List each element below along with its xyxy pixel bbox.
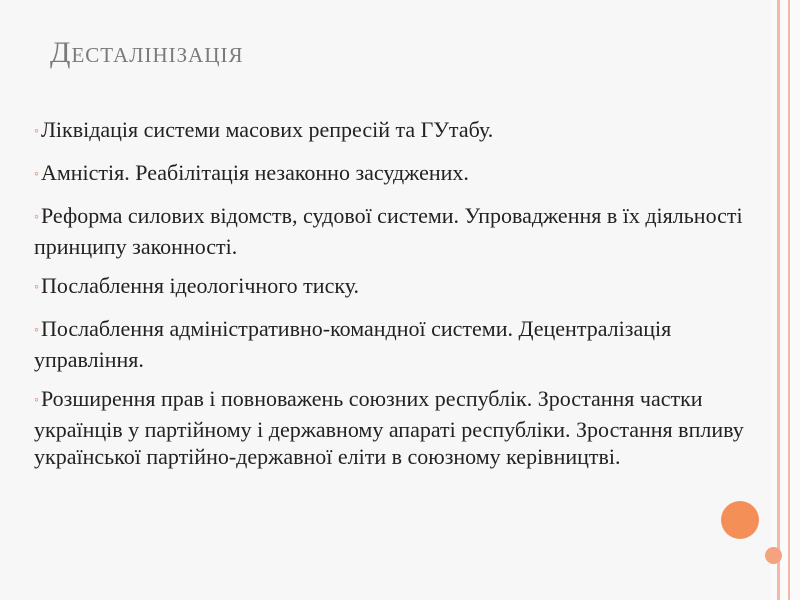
bullet-text: Послаблення ідеологічного тиску. [40, 273, 360, 298]
bullet-item [34, 116, 774, 147]
bullet-text: Реформа силових відомств, судової системи. Упровадження в їх діяльності принципу законності. [34, 203, 743, 259]
bullet-marker-icon: ◦ [34, 210, 39, 225]
bullet-text: Розширення прав і повноважень союзних республік. Зростання частки українців у партійному і державному апараті республіки. Зростання впливу української партійно-державної еліти в союзному керівництві. [34, 386, 744, 469]
bullet-item [34, 385, 774, 470]
bullet-marker-icon: ◦ [34, 280, 39, 295]
bullet-marker-icon: ◦ [34, 393, 39, 408]
bullet-text: Послаблення адміністративно-командної системи. Децентралізація управління. [34, 316, 672, 372]
bullet-text: Амністія. Реабілітація незаконно засуджених. [40, 160, 469, 185]
decorative-circle-icon [765, 547, 782, 564]
bullet-list [34, 116, 774, 482]
bullet-text: Ліквідація системи масових репресій та ГУтабу. [40, 117, 494, 142]
bullet-item [34, 202, 774, 260]
decorative-stripe [788, 0, 790, 600]
bullet-marker-icon: ◦ [34, 323, 39, 338]
decorative-stripe [777, 0, 780, 600]
bullet-marker-icon: ◦ [34, 124, 39, 139]
slide-title: Десталінізація [50, 36, 244, 69]
bullet-marker-icon: ◦ [34, 167, 39, 182]
bullet-item [34, 315, 774, 373]
decorative-circle-icon [721, 501, 759, 539]
bullet-item [34, 272, 774, 303]
bullet-item [34, 159, 774, 190]
decorative-border [770, 0, 800, 600]
